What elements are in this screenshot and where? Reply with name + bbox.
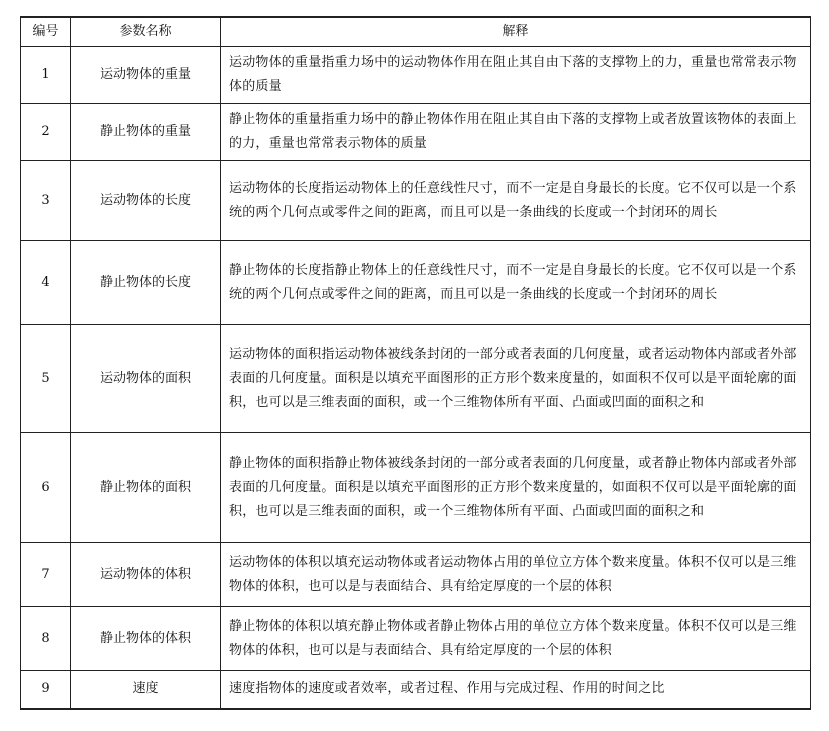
header-explanation: 解释 xyxy=(221,17,811,47)
table-header xyxy=(21,17,811,47)
header-row xyxy=(21,17,811,47)
row-parameter-name: 运动物体的面积 xyxy=(71,325,221,433)
row-number: 5 xyxy=(21,325,71,433)
parameter-table-container xyxy=(20,16,811,710)
row-parameter-name: 运动物体的长度 xyxy=(71,161,221,241)
row-parameter-name: 运动物体的体积 xyxy=(71,543,221,607)
table-row xyxy=(21,671,811,709)
table-row xyxy=(21,161,811,241)
row-explanation: 运动物体的长度指运动物体上的任意线性尺寸，而不一定是自身最长的长度。它不仅可以是一个系统的两个几何点或零件之间的距离，而且可以是一条曲线的长度或一个封闭环的周长 xyxy=(221,161,811,241)
table-row xyxy=(21,607,811,671)
row-explanation: 静止物体的长度指静止物体上的任意线性尺寸，而不一定是自身最长的长度。它不仅可以是一个系统的两个几何点或零件之间的距离，而且可以是一条曲线的长度或一个封闭环的周长 xyxy=(221,241,811,325)
table-row xyxy=(21,433,811,543)
row-number: 8 xyxy=(21,607,71,671)
table-row xyxy=(21,543,811,607)
row-parameter-name: 运动物体的重量 xyxy=(71,47,221,104)
row-explanation: 运动物体的体积以填充运动物体或者运动物体占用的单位立方体个数来度量。体积不仅可以是三维物体的体积，也可以是与表面结合、具有给定厚度的一个层的体积 xyxy=(221,543,811,607)
parameter-table xyxy=(20,16,811,710)
table-row xyxy=(21,325,811,433)
row-explanation: 静止物体的体积以填充静止物体或者静止物体占用的单位立方体个数来度量。体积不仅可以是三维物体的体积，也可以是与表面结合、具有给定厚度的一个层的体积 xyxy=(221,607,811,671)
row-parameter-name: 静止物体的长度 xyxy=(71,241,221,325)
row-parameter-name: 静止物体的体积 xyxy=(71,607,221,671)
row-explanation: 静止物体的面积指静止物体被线条封闭的一部分或者表面的几何度量，或者静止物体内部或者外部表面的几何度量。面积是以填充平面图形的正方形个数来度量的，如面积不仅可以是平面轮廓的面积，也可以是三维表面的面积，或一个三维物体所有平面、凸面或凹面的面积之和 xyxy=(221,433,811,543)
header-number: 编号 xyxy=(21,17,71,47)
row-number: 4 xyxy=(21,241,71,325)
row-parameter-name: 速度 xyxy=(71,671,221,709)
row-parameter-name: 静止物体的重量 xyxy=(71,104,221,161)
header-parameter-name: 参数名称 xyxy=(71,17,221,47)
row-number: 1 xyxy=(21,47,71,104)
row-number: 9 xyxy=(21,671,71,709)
row-parameter-name: 静止物体的面积 xyxy=(71,433,221,543)
row-explanation: 运动物体的面积指运动物体被线条封闭的一部分或者表面的几何度量，或者运动物体内部或者外部表面的几何度量。面积是以填充平面图形的正方形个数来度量的，如面积不仅可以是平面轮廓的面积，也可以是三维表面的面积，或一个三维物体所有平面、凸面或凹面的面积之和 xyxy=(221,325,811,433)
table-row xyxy=(21,47,811,104)
row-explanation: 速度指物体的速度或者效率，或者过程、作用与完成过程、作用的时间之比 xyxy=(221,671,811,709)
row-explanation: 静止物体的重量指重力场中的静止物体作用在阻止其自由下落的支撑物上或者放置该物体的表面上的力，重量也常常表示物体的质量 xyxy=(221,104,811,161)
row-number: 6 xyxy=(21,433,71,543)
row-number: 3 xyxy=(21,161,71,241)
table-body xyxy=(21,47,811,709)
row-number: 2 xyxy=(21,104,71,161)
row-number: 7 xyxy=(21,543,71,607)
table-row xyxy=(21,241,811,325)
row-explanation: 运动物体的重量指重力场中的运动物体作用在阻止其自由下落的支撑物上的力，重量也常常表示物体的质量 xyxy=(221,47,811,104)
table-row xyxy=(21,104,811,161)
